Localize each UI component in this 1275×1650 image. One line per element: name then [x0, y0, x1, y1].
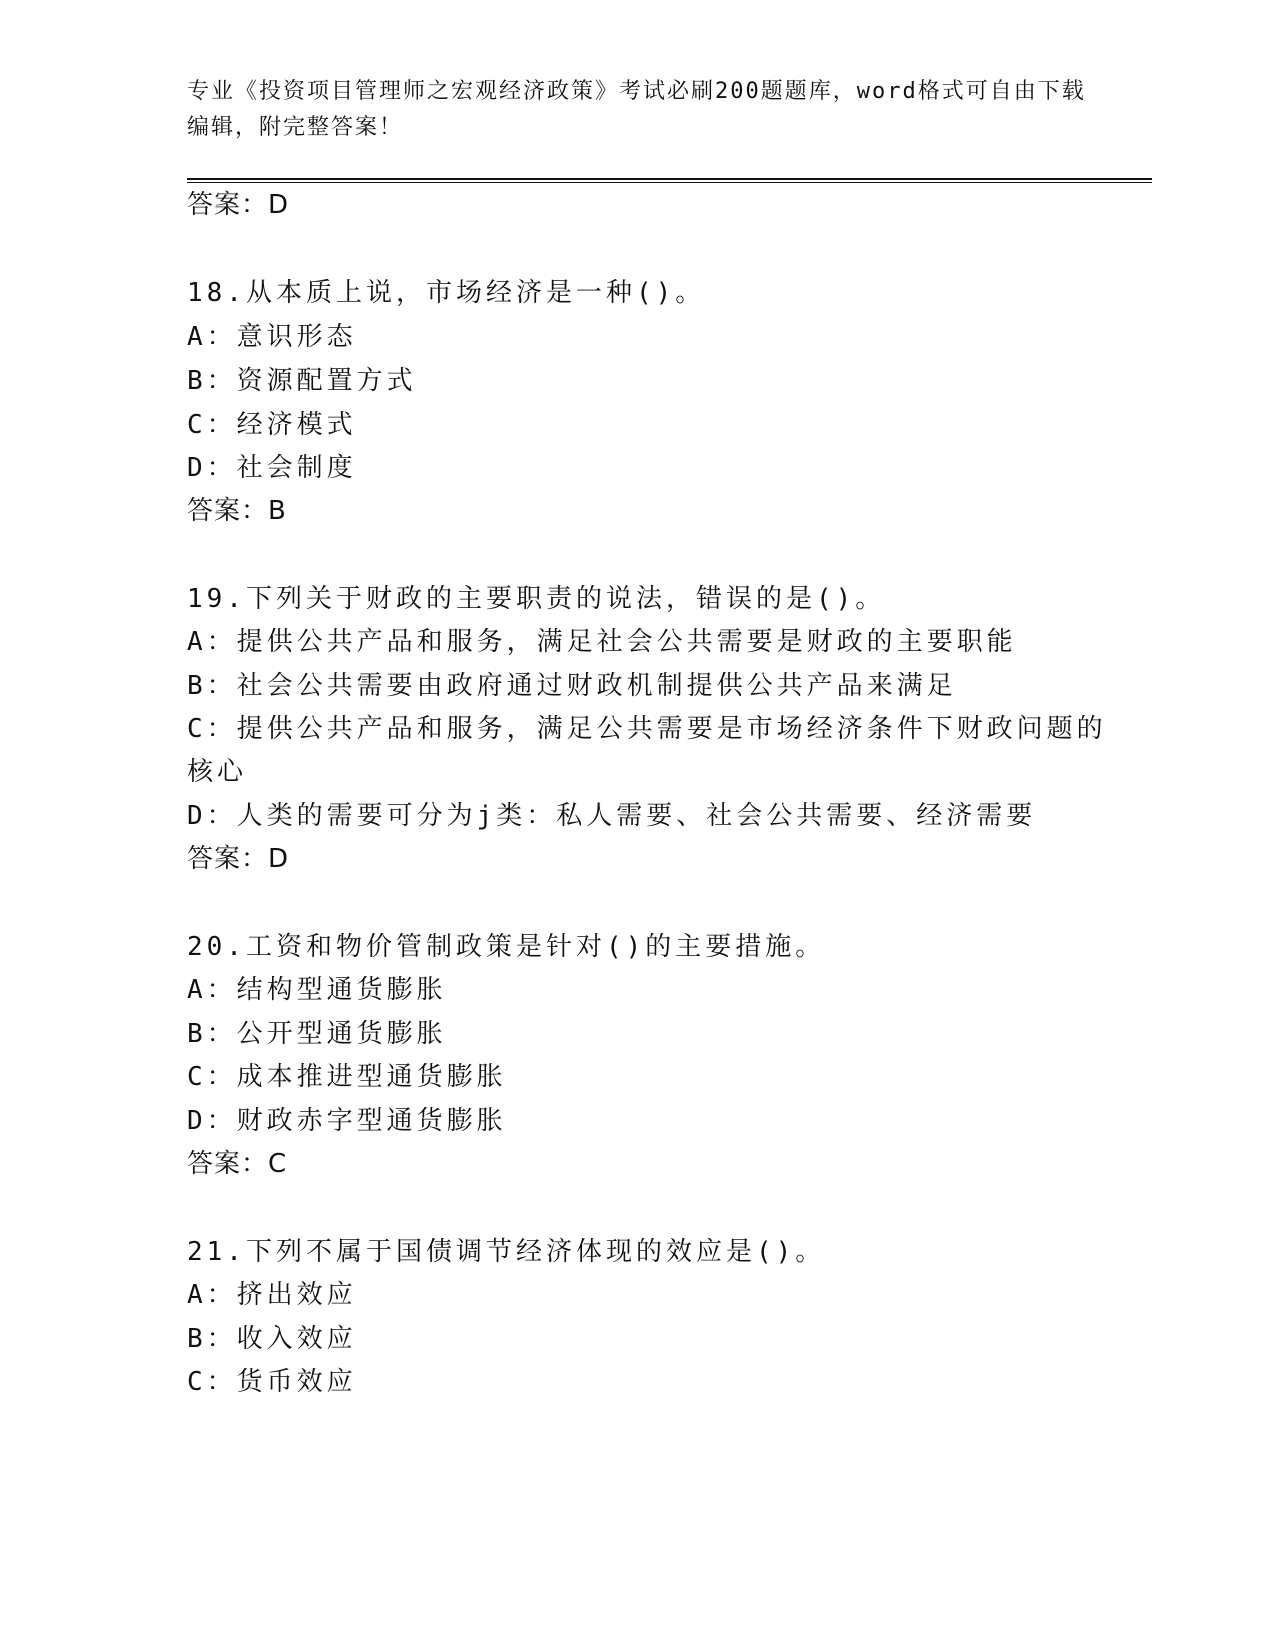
answer: 答案：B: [187, 496, 287, 526]
option-a: A：结构型通货膨胀: [187, 975, 447, 1005]
option-a: A：提供公共产品和服务，满足社会公共需要是财政的主要职能: [187, 627, 1017, 657]
question-stem: 18.从本质上说，市场经济是一种()。: [187, 278, 706, 308]
option-c: C：经济模式: [187, 410, 357, 440]
header-divider: [187, 178, 1152, 183]
option-c: C：提供公共产品和服务，满足公共需要是市场经济条件下财政问题的: [187, 714, 1107, 744]
question-stem: 21.下列不属于国债调节经济体现的效应是()。: [187, 1237, 826, 1267]
answer: 答案：D: [187, 844, 290, 874]
option-c-continued: 核心: [187, 757, 248, 787]
question-stem: 19.下列关于财政的主要职责的说法，错误的是()。: [187, 584, 886, 614]
option-b: B：社会公共需要由政府通过财政机制提供公共产品来满足: [187, 671, 957, 701]
option-a: A：意识形态: [187, 322, 357, 352]
answer: 答案：C: [187, 1149, 288, 1179]
option-b: B：收入效应: [187, 1324, 357, 1354]
option-d: D：财政赤字型通货膨胀: [187, 1106, 507, 1136]
document-header: 专业《投资项目管理师之宏观经济政策》考试必刷200题题库，word格式可自由下载编辑，附完整答案！: [187, 79, 1086, 140]
option-d: D：人类的需要可分为j类：私人需要、社会公共需要、经济需要: [187, 801, 1037, 831]
option-c: C：成本推进型通货膨胀: [187, 1062, 507, 1092]
option-b: B：公开型通货膨胀: [187, 1019, 447, 1049]
option-b: B：资源配置方式: [187, 366, 417, 396]
previous-answer: 答案：D: [187, 190, 290, 220]
option-c: C：货币效应: [187, 1367, 357, 1397]
option-a: A：挤出效应: [187, 1280, 357, 1310]
question-stem: 20.工资和物价管制政策是针对()的主要措施。: [187, 932, 826, 962]
option-d: D：社会制度: [187, 453, 357, 483]
